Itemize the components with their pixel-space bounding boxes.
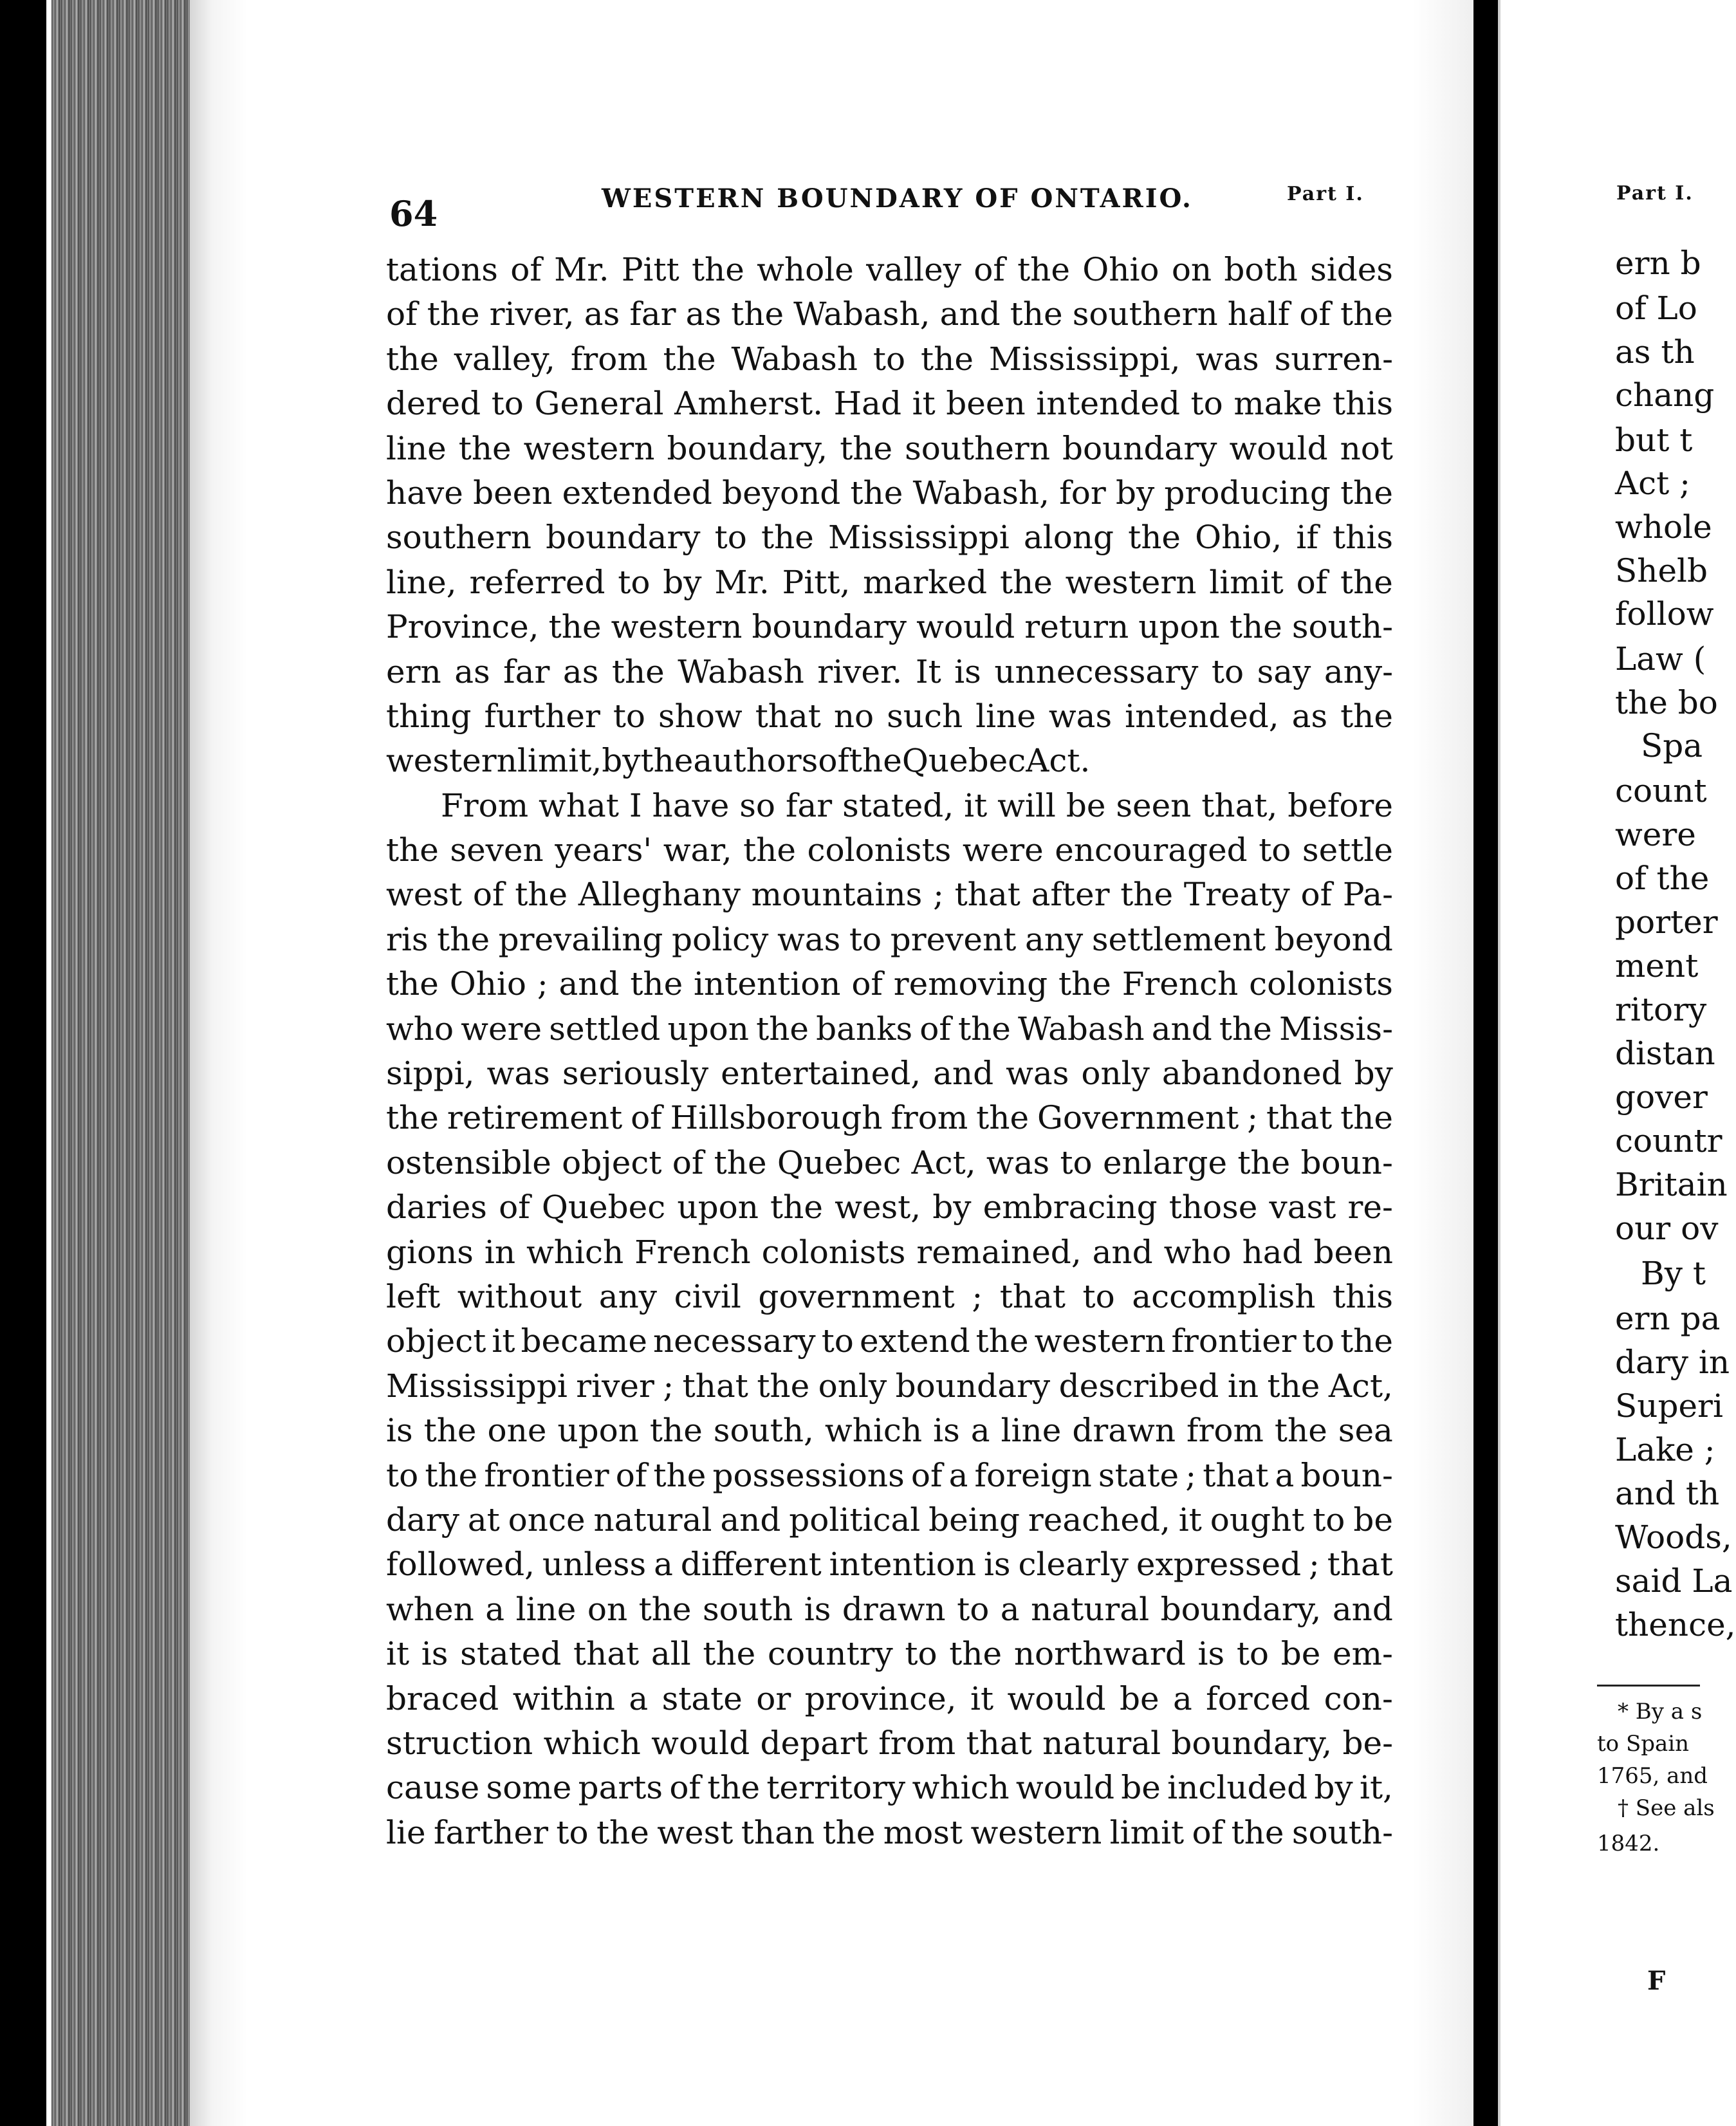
right-text-line: Spa — [1641, 727, 1703, 764]
text-line: left without any civil government ; that to accomplish this — [386, 1277, 1393, 1315]
text-line: ostensible object of the Quebec Act, was to enlarge the boun- — [386, 1143, 1393, 1181]
text-line: southern boundary to the Mississippi along the Ohio, if this — [386, 519, 1393, 557]
right-text-line: ern b — [1615, 245, 1701, 282]
right-text-line: whole — [1615, 508, 1712, 546]
right-text-line: ment — [1615, 947, 1699, 984]
text-line: western limit, by the authors of the Quebec Act. — [386, 742, 1091, 780]
text-line: is the one upon the south, which is a line drawn from the sea — [386, 1412, 1393, 1450]
text-line: the retirement of Hillsborough from the Government ; that the — [386, 1099, 1393, 1137]
right-text-line: the bo — [1615, 684, 1718, 721]
footnote-line: 1842. — [1597, 1831, 1660, 1856]
text-line: have been extended beyond the Wabash, for by producing the — [386, 474, 1393, 512]
right-text-line: but t — [1615, 421, 1693, 459]
text-line: Mississippi river ; that the only boundary described in the Act, — [386, 1367, 1393, 1405]
right-text-line: Superi — [1615, 1387, 1723, 1425]
right-text-line: as th — [1615, 333, 1695, 371]
book-edge-shadow — [0, 0, 46, 2126]
right-text-line: Shelb — [1615, 552, 1708, 589]
book-edge-highlight — [46, 0, 51, 2126]
running-title: WESTERN BOUNDARY OF ONTARIO. — [602, 183, 1193, 214]
paragraph-2 — [386, 784, 1393, 1855]
right-text-line: Britain — [1615, 1166, 1728, 1203]
right-text-line: said La — [1615, 1562, 1733, 1600]
text-line: the seven years' war, the colonists were encouraged to settle — [386, 831, 1393, 869]
text-line: thing further to show that no such line was intended, as the — [386, 697, 1393, 735]
text-line: it is stated that all the country to the northward is to be em- — [386, 1635, 1393, 1673]
right-text-line: porter — [1615, 903, 1718, 941]
right-text-line: of Lo — [1615, 290, 1697, 327]
right-part-label: Part I. — [1616, 182, 1694, 205]
text-line: dered to General Amherst. Had it been intended to make this — [386, 385, 1393, 423]
right-page — [1501, 0, 1736, 2126]
body-text — [386, 248, 1393, 1855]
text-line: followed, unless a different intention is clearly expressed ; that — [386, 1546, 1393, 1584]
right-text-line: Lake ; — [1615, 1431, 1715, 1468]
text-line: the valley, from the Wabash to the Mississippi, was surren- — [386, 340, 1393, 378]
page-fore-edge — [51, 0, 190, 2126]
right-text-line: count — [1615, 772, 1707, 809]
right-text-line: ritory — [1615, 991, 1707, 1028]
text-line: of the river, as far as the Wabash, and the southern half of the — [386, 295, 1393, 333]
right-text-line: gover — [1615, 1078, 1708, 1116]
text-line: sippi, was seriously entertained, and was only abandoned by — [386, 1055, 1393, 1093]
footnote-line: * By a s — [1618, 1699, 1703, 1724]
text-line: Province, the western boundary would return upon the south- — [386, 608, 1393, 646]
book-gutter — [1473, 0, 1498, 2126]
text-line: line the western boundary, the southern boundary would not — [386, 429, 1393, 467]
right-text-line: were — [1615, 816, 1696, 853]
right-text-line: Law ( — [1615, 640, 1706, 678]
footnote-line: to Spain — [1597, 1731, 1690, 1757]
right-text-line: Act ; — [1615, 465, 1690, 502]
text-line: From what I have so far stated, it will be seen that, before — [441, 786, 1393, 824]
text-line: cause some parts of the territory which would be included by it, — [386, 1769, 1393, 1807]
right-text-line: and th — [1615, 1475, 1720, 1512]
right-text-line: follow — [1615, 595, 1714, 633]
page-number: 64 — [389, 193, 438, 234]
right-text-line: chang — [1615, 376, 1715, 414]
footnote-line: 1765, and — [1597, 1763, 1708, 1789]
paragraph-1 — [386, 248, 1393, 784]
part-label: Part I. — [1287, 183, 1364, 205]
text-line: struction which would depart from that natural boundary, be- — [386, 1724, 1393, 1762]
text-line: gions in which French colonists remained, and who had been — [386, 1233, 1393, 1271]
footnote-rule — [1597, 1685, 1700, 1687]
text-line: when a line on the south is drawn to a natural boundary, and — [386, 1590, 1393, 1628]
text-line: tations of Mr. Pitt the whole valley of the Ohio on both sides — [386, 251, 1393, 288]
text-line: the Ohio ; and the intention of removing the French colonists — [386, 965, 1393, 1003]
text-line: lie farther to the west than the most western limit of the south- — [386, 1813, 1393, 1851]
right-text-line: our ov — [1615, 1210, 1719, 1247]
right-text-line: thence, — [1615, 1606, 1736, 1643]
text-line: west of the Alleghany mountains ; that after the Treaty of Pa- — [386, 876, 1393, 914]
right-text-line: dary in — [1615, 1344, 1730, 1381]
right-text-line: countr — [1615, 1122, 1722, 1160]
text-line: daries of Quebec upon the west, by embracing those vast re- — [386, 1188, 1393, 1226]
text-line: braced within a state or province, it would be a forced con- — [386, 1679, 1393, 1717]
signature-mark: F — [1647, 1966, 1666, 1996]
right-text-line: of the — [1615, 860, 1710, 897]
text-line: who were settled upon the banks of the Wabash and the Missis- — [386, 1010, 1393, 1048]
text-line: ern as far as the Wabash river. It is unnecessary to say any- — [386, 652, 1393, 690]
text-line: line, referred to by Mr. Pitt, marked the western limit of the — [386, 563, 1393, 601]
right-text-line: By t — [1641, 1255, 1706, 1292]
right-text-line: ern pa — [1615, 1300, 1721, 1337]
right-text-line: Woods, — [1615, 1519, 1732, 1556]
text-line: to the frontier of the possessions of a foreign state ; that a boun- — [386, 1456, 1393, 1494]
text-line: ris the prevailing policy was to prevent any settlement beyond — [386, 920, 1393, 958]
right-text-line: distan — [1615, 1035, 1715, 1072]
text-line: object it became necessary to extend the western frontier to the — [386, 1322, 1393, 1360]
footnote-line: † See als — [1618, 1795, 1715, 1821]
text-line: dary at once natural and political being reached, it ought to be — [386, 1501, 1393, 1539]
